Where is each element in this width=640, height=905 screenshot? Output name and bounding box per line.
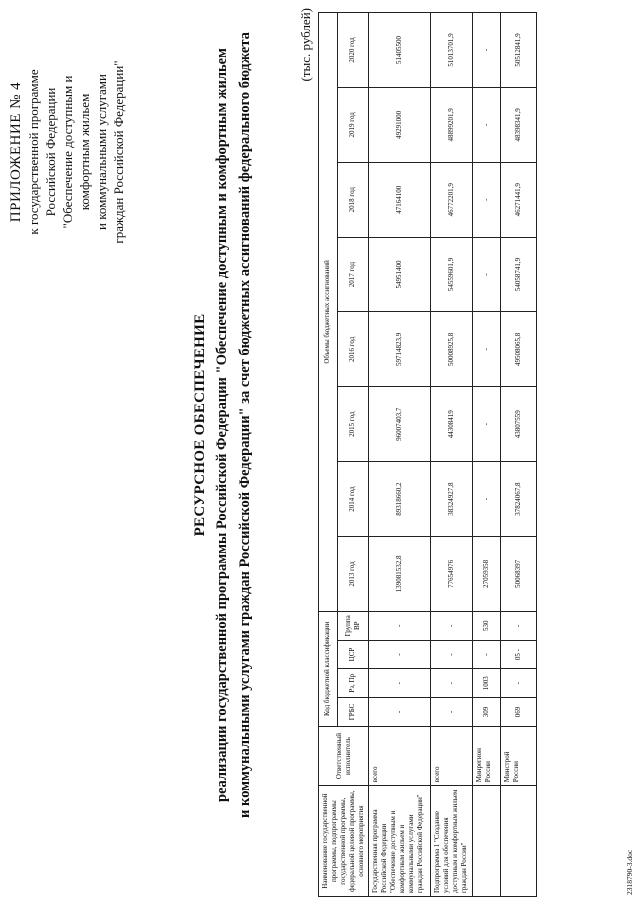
header-code: ЦСР [337,640,368,669]
row-code: 05 - [501,640,537,669]
row-code: - [431,640,473,669]
header-executor: Ответственный исполнитель [319,726,369,785]
row-value: 46772201,9 [431,162,473,237]
document-title [192,5,255,845]
header-year: 2016 год [337,312,368,387]
row-executor: всего [431,726,473,785]
table-row [501,13,537,897]
row-value: 51405500 [369,13,431,88]
row-value: 44308419 [431,387,473,462]
row-value: - [473,87,501,162]
row-value: 48398341,9 [501,87,537,162]
row-value: 54951400 [369,237,431,312]
row-name [473,786,501,897]
row-value: 27059358 [473,536,501,611]
row-code: - [369,640,431,669]
row-code: 309 [473,698,501,727]
row-name [501,786,537,897]
document-file-code: 2318790-3.doc [625,849,634,895]
header-name: Наименование государственной программы, подпрограммы государственной программы, федеральной целевой программы, основного мероприятия [319,786,369,897]
row-value: 50512841,9 [501,13,537,88]
header-year: 2013 год [337,536,368,611]
row-value: 38324927,8 [431,462,473,537]
row-value: 59714823,9 [369,312,431,387]
row-value: 77654976 [431,536,473,611]
units-label: (тыс. рублей) [298,8,313,82]
header-year: 2020 год [337,13,368,88]
header-year: 2015 год [337,387,368,462]
table-row [431,13,473,897]
row-name: Государственная программа Российской Федерации "Обеспечение доступным и комфортным жильем и коммунальными услугами граждан Российской Федерации" [369,786,431,897]
row-value: - [473,13,501,88]
row-value: - [473,162,501,237]
row-code: - [431,698,473,727]
appendix-line: комфортным жильем [77,93,92,211]
row-value: 37824067,8 [501,462,537,537]
row-value: - [473,462,501,537]
row-value: 50068397 [501,536,537,611]
appendix-line: Российской Федерации [43,87,58,217]
row-name: Подпрограмма 1 "Создание условий для обеспечения доступным и комфортным жильем граждан России" [431,786,473,897]
row-code: - [501,669,537,698]
row-code: - [369,669,431,698]
row-value: - [473,387,501,462]
row-value: 139081532,8 [369,536,431,611]
header-year: 2018 год [337,162,368,237]
row-value: 51013701,9 [431,13,473,88]
table-row [369,13,431,897]
row-value: - [473,312,501,387]
row-code: 1003 [473,669,501,698]
resource-table [318,12,537,897]
row-executor: Минстрой России [501,726,537,785]
header-code: Рз, Пр [337,669,368,698]
appendix-line: граждан Российской Федерации" [111,60,126,244]
row-value: 54058741,9 [501,237,537,312]
appendix-block [8,17,127,287]
row-value: 47164100 [369,162,431,237]
table-header-row [319,13,338,897]
row-code: - [473,640,501,669]
title-subline: реализации государственной программы Российской Федерации "Обеспечение доступным и комфортным жильем [214,48,230,802]
header-code: ГРБС [337,698,368,727]
row-value: 96007403,7 [369,387,431,462]
row-code: - [431,611,473,640]
table-row [473,13,501,897]
row-value: 89318660,2 [369,462,431,537]
header-code-group: Код бюджетной классификации [319,611,338,726]
row-value: - [473,237,501,312]
title-heading: РЕСУРСНОЕ ОБЕСПЕЧЕНИЕ [192,313,208,537]
header-year: 2019 год [337,87,368,162]
row-value: 54559601,9 [431,237,473,312]
row-code: - [369,698,431,727]
row-value: 48899201,9 [431,87,473,162]
title-subline: и коммунальными услугами граждан Российской Федерации" за счет бюджетных ассигнований федерального бюджета [237,32,253,818]
header-amount-group: Объемы бюджетных ассигнований [319,13,338,612]
header-year: 2017 год [337,237,368,312]
header-year: 2014 год [337,462,368,537]
row-value: 49291000 [369,87,431,162]
appendix-line: и коммунальными услугами [94,74,109,230]
row-code: 069 [501,698,537,727]
row-executor: Минрегион России [473,726,501,785]
row-code: - [369,611,431,640]
appendix-line: к государственной программе [26,69,41,235]
row-code: - [501,611,537,640]
appendix-line: "Обеспечение доступным и [60,75,75,229]
row-value: 46271441,9 [501,162,537,237]
appendix-heading: ПРИЛОЖЕНИЕ № 4 [8,81,24,223]
row-value: 50008925,8 [431,312,473,387]
row-value: 49508065,8 [501,312,537,387]
row-code: - [431,669,473,698]
row-executor: всего [369,726,431,785]
row-code: 530 [473,611,501,640]
row-value: 43807559 [501,387,537,462]
header-code: Группа ВР [337,611,368,640]
